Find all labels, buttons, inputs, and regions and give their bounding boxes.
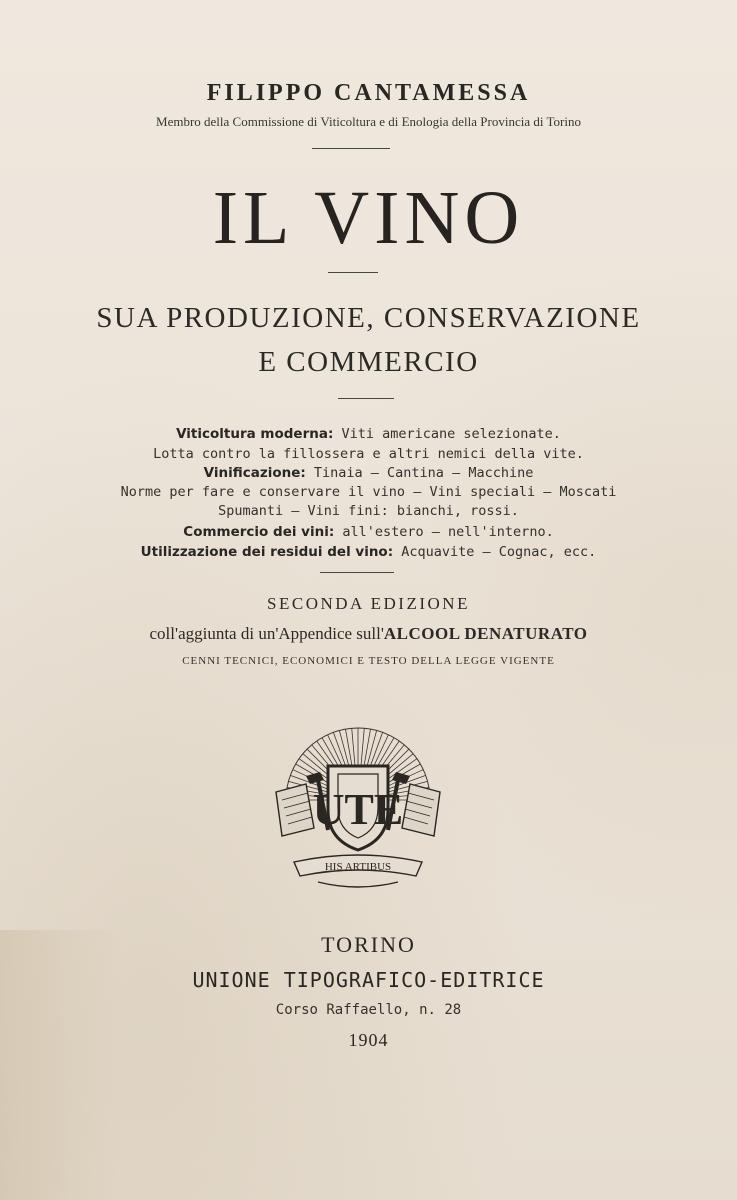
divider-rule — [320, 572, 394, 573]
contents-line — [0, 544, 737, 560]
emblem-monogram: UTE — [312, 785, 404, 834]
author-name: FILIPPO CANTAMESSA — [206, 80, 531, 106]
sunburst-ray — [361, 728, 365, 770]
divider-rule — [312, 148, 390, 149]
imprint-year: 1904 — [348, 1030, 389, 1050]
laurel-branch — [318, 882, 398, 887]
contents-text: Norme per fare e conservare il vino — Vini speciali — Moscati — [120, 484, 617, 500]
contents-line — [0, 446, 737, 462]
appendix-prefix: coll'aggiunta di un'Appendice sull' — [149, 624, 384, 643]
contents-text: Lotta contro la fillossera e altri nemici della vite. — [153, 446, 584, 462]
appendix-details: CENNI TECNICI, ECONOMICI E TESTO DELLA LEGGE VIGENTE — [182, 655, 555, 667]
contents-label: Vinificazione: — [203, 465, 306, 481]
contents-text: Tinaia — Cantina — Macchine — [305, 465, 534, 481]
contents-line — [0, 524, 737, 540]
contents-line — [0, 484, 737, 500]
author-membership: Membro della Commissione di Viticoltura e di Enologia della Provincia di Torino — [156, 114, 581, 129]
contents-text: Acquavite — Cognac, ecc. — [393, 544, 597, 560]
divider-rule — [328, 272, 378, 273]
book-subtitle-line-1: SUA PRODUZIONE, CONSERVAZIONE — [96, 302, 641, 334]
publisher-emblem — [258, 700, 458, 895]
book-title: IL VINO — [212, 176, 525, 260]
sunburst-ray — [345, 729, 352, 770]
emblem-motto: HIS ARTIBUS — [324, 861, 392, 873]
contents-text: Viti americane selezionate. — [333, 426, 561, 442]
contents-line — [0, 465, 737, 481]
contents-label: Commercio dei vini: — [183, 524, 335, 540]
appendix-bold: ALCOOL DENATURATO — [383, 624, 588, 643]
book-subtitle-line-2: E COMMERCIO — [258, 346, 479, 378]
divider-rule — [338, 398, 394, 399]
imprint-publisher: UNIONE TIPOGRAFICO-EDITRICE — [192, 968, 545, 992]
contents-label: Utilizzazione dei residui del vino: — [140, 544, 394, 560]
contents-text: Spumanti — Vini fini: bianchi, rossi. — [218, 503, 519, 519]
sunburst-ray — [352, 728, 356, 770]
contents-line — [0, 426, 737, 442]
contents-text: all'estero — nell'interno. — [334, 524, 554, 540]
imprint-city: TORINO — [321, 932, 416, 957]
contents-line — [0, 503, 737, 519]
contents-label: Viticoltura moderna: — [176, 426, 334, 442]
sunburst-ray — [363, 729, 370, 770]
imprint-address: Corso Raffaello, n. 28 — [275, 1002, 462, 1018]
appendix-note — [0, 624, 737, 644]
edition-label: SECONDA EDIZIONE — [267, 594, 470, 613]
